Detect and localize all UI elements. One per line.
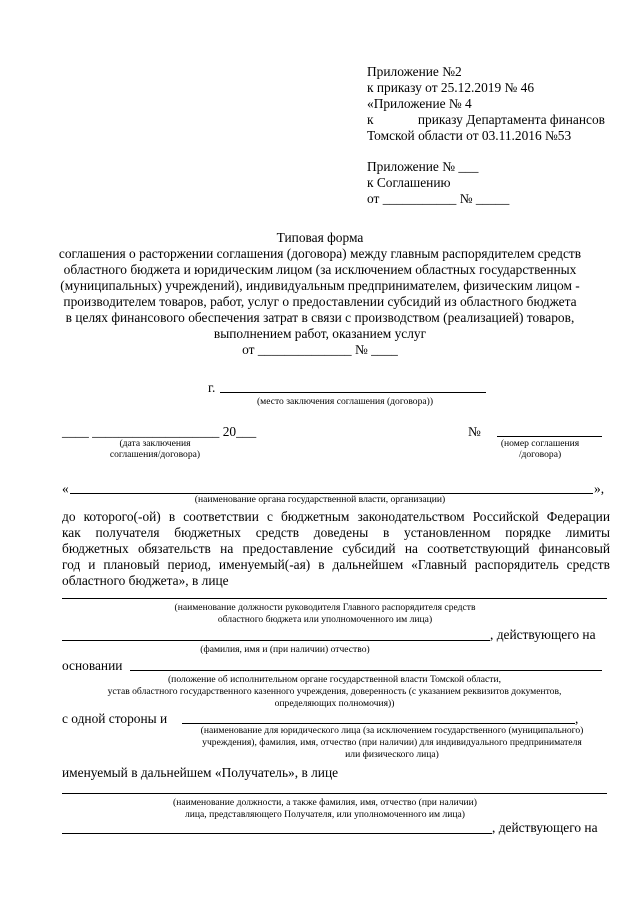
recipient-caption-3: или физического лица) xyxy=(345,749,439,760)
date-caption-1: (дата заключения xyxy=(119,438,191,449)
one-side-label: с одной стороны и xyxy=(62,711,168,726)
body-line-2: как получателя бюджетных средств доведены в установленном порядке лимиты xyxy=(62,525,610,540)
basis-caption-2: устав областного государственного казенного учреждения, доверенность (с указанием реквизитов документов, xyxy=(107,686,562,697)
org-close-quote: », xyxy=(594,481,605,496)
agreement-date-number: от ___________ № _____ xyxy=(367,191,510,206)
body-line-5: областного бюджета», в лице xyxy=(62,573,229,588)
appendix-number: Приложение № ___ xyxy=(367,159,479,174)
title-line-1: соглашения о расторжении соглашения (договора) между главным распорядителем средств xyxy=(58,246,582,261)
place-blank[interactable] xyxy=(220,392,486,393)
fio-caption: (фамилия, имя и (при наличии) отчество) xyxy=(200,644,370,655)
recipient-caption-2: учреждения), фамилия, имя, отчество (при наличии) для индивидуального предпринимателя xyxy=(202,737,582,748)
number-caption-1: (номер соглашения xyxy=(500,438,580,449)
title-line-2: областного бюджета и юридическим лицом (за исключением областных государственных xyxy=(63,262,577,277)
appendix-2-label: Приложение №2 xyxy=(367,64,462,79)
tomsk-order-line: Томской области от 03.11.2016 №53 xyxy=(367,128,572,143)
agreement-date-line[interactable]: ____ ___________________ 20___ xyxy=(62,424,257,439)
title-line-3: (муниципальных) учреждений), индивидуальным предпринимателем, физическим лицом - xyxy=(60,278,580,293)
head-caption-1: (наименование должности руководителя Главного распорядителя средств xyxy=(174,602,476,613)
title-line-6: выполнением работ, оказанием услуг xyxy=(213,326,427,341)
recipient-name-blank[interactable] xyxy=(182,723,575,724)
rep-caption-2: лица, представляющего Получателя, или уполномоченного им лица) xyxy=(184,809,466,820)
order-reference: к приказу от 25.12.2019 № 46 xyxy=(367,80,535,95)
basis-blank[interactable] xyxy=(130,670,602,671)
basis-caption-1: (положение об исполнительном органе государственной власти Томской области, xyxy=(167,674,502,685)
place-prefix: г. xyxy=(208,380,216,395)
dept-order-line xyxy=(367,112,605,127)
rep-blank[interactable] xyxy=(62,793,607,794)
basis-caption-3: определяющих полномочия)) xyxy=(274,698,395,709)
title-line-5: в целях финансового обеспечения затрат в связи с производством (реализацией) товаров, xyxy=(65,310,575,325)
acting-on-1: , действующего на xyxy=(490,627,596,642)
body-line-3: бюджетных обязательств на предоставление субсидий на соответствующий финансовый xyxy=(62,541,610,556)
number-caption-2: /договора) xyxy=(518,449,562,460)
org-open-quote: « xyxy=(62,481,69,496)
title-line-7: от ______________ № ____ xyxy=(242,342,398,357)
org-caption: (наименование органа государственной власти, организации) xyxy=(194,494,446,505)
to-agreement: к Соглашению xyxy=(367,175,451,190)
body-line-4: год и плановый период, именуемый(-ая) в дальнейшем «Главный распорядитель средств xyxy=(62,557,610,572)
dept-order-rest: приказу Департамента финансов xyxy=(417,112,605,127)
recipient-comma: , xyxy=(575,711,579,726)
agreement-number-blank[interactable] xyxy=(497,436,602,437)
title-line-4: производителем товаров, работ, услуг о предоставлении субсидий из областного бюджета xyxy=(63,294,577,309)
head-caption-2: областного бюджета или уполномоченного им лица) xyxy=(217,614,433,625)
named-recipient-line: именуемый в дальнейшем «Получатель», в лице xyxy=(62,765,339,780)
number-prefix: № xyxy=(468,424,481,439)
form-heading: Типовая форма xyxy=(276,230,364,245)
body-line-1: до которого(-ой) в соответствии с бюджетным законодательством Российской Федерации xyxy=(62,509,610,524)
head-fio-blank[interactable] xyxy=(62,640,490,641)
recipient-caption-1: (наименование для юридического лица (за исключением государственного (муниципального) xyxy=(200,725,584,736)
head-position-blank[interactable] xyxy=(62,598,607,599)
place-caption: (место заключения соглашения (договора)) xyxy=(256,396,434,407)
basis-label: основании xyxy=(62,658,123,673)
date-caption-2: соглашения/договора) xyxy=(109,449,201,460)
rep-fio-blank[interactable] xyxy=(62,833,492,834)
acting-on-2: , действующего на xyxy=(492,820,598,835)
rep-caption-1: (наименование должности, а также фамилия, имя, отчество (при наличии) xyxy=(173,797,477,808)
appendix-4-label: «Приложение № 4 xyxy=(367,96,472,111)
dept-order-k: к xyxy=(367,112,374,127)
